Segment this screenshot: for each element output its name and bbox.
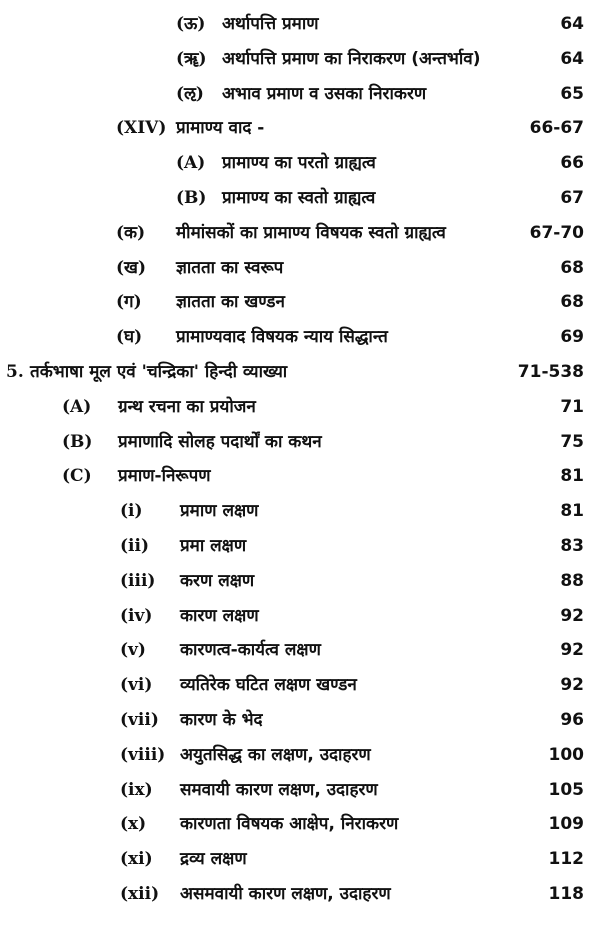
entry-title: कारण लक्षण	[180, 605, 259, 626]
toc-entry	[0, 807, 600, 841]
entry-marker: (ॠ)	[176, 48, 207, 69]
entry-marker: 5.	[6, 362, 24, 382]
entry-title: द्रव्य लक्षण	[180, 849, 247, 870]
entry-page: 66-67	[529, 118, 584, 139]
entry-title: कारणता विषयक आक्षेप, निराकरण	[180, 814, 399, 835]
entry-page: 92	[560, 605, 584, 626]
entry-page: 66	[560, 153, 584, 174]
entry-marker: (xi)	[120, 849, 153, 870]
toc-entry	[0, 633, 600, 667]
entry-title: अभाव प्रमाण व उसका निराकरण	[222, 83, 427, 104]
toc-entry	[0, 459, 600, 493]
toc-entry	[0, 703, 600, 737]
entry-marker: (ii)	[120, 536, 150, 556]
toc-entry	[0, 877, 600, 911]
entry-page: 81	[560, 466, 584, 487]
entry-title: अयुतसिद्ध का लक्षण, उदाहरण	[180, 744, 371, 765]
toc-entry	[0, 773, 600, 807]
toc-entry	[0, 42, 600, 76]
entry-page: 81	[560, 501, 584, 522]
toc-entry	[0, 599, 600, 633]
entry-title: अर्थापत्ति प्रमाण का निराकरण (अन्तर्भाव)	[222, 48, 481, 69]
entry-title: मीमांसकों का प्रामाण्य विषयक स्वतो ग्राह्यत्व	[176, 222, 446, 243]
entry-title: असमवायी कारण लक्षण, उदाहरण	[180, 884, 391, 904]
toc-entry	[0, 842, 600, 876]
entry-title: समवायी कारण लक्षण, उदाहरण	[180, 779, 378, 800]
entry-marker: (ऌ)	[176, 83, 204, 104]
entry-marker: (v)	[120, 640, 146, 661]
entry-page: 88	[560, 570, 584, 591]
entry-page: 118	[548, 884, 584, 904]
entry-page: 92	[560, 640, 584, 661]
entry-page: 92	[560, 675, 584, 696]
entry-page: 71	[560, 396, 584, 417]
entry-title: कारणत्व-कार्यत्व लक्षण	[180, 640, 321, 661]
entry-page: 100	[548, 744, 584, 765]
entry-marker: (B)	[176, 188, 207, 208]
entry-title: करण लक्षण	[180, 570, 255, 591]
toc-entry	[0, 7, 600, 41]
entry-page: 67	[560, 188, 584, 208]
entry-title: अर्थापत्ति प्रमाण	[222, 14, 319, 34]
entry-page: 96	[560, 710, 584, 730]
entry-title: प्रमाण-निरूपण	[118, 466, 211, 487]
entry-marker: (vi)	[120, 675, 153, 696]
toc-entry	[0, 111, 600, 145]
entry-page: 69	[560, 327, 584, 348]
entry-title: प्रामाण्य वाद -	[176, 118, 265, 139]
entry-page: 64	[560, 48, 584, 69]
entry-marker: (घ)	[116, 327, 143, 348]
entry-page: 105	[548, 779, 584, 800]
entry-title: प्रमाण लक्षण	[180, 501, 259, 522]
entry-title: तर्कभाषा मूल एवं 'चन्द्रिका' हिन्दी व्याख्या	[30, 362, 288, 382]
entry-marker: (A)	[62, 396, 92, 417]
toc-entry	[0, 320, 600, 354]
entry-title: प्रमाणादि सोलह पदार्थों का कथन	[118, 431, 322, 452]
entry-marker: (ऊ)	[176, 14, 206, 34]
toc-entry	[0, 668, 600, 702]
entry-marker: (i)	[120, 501, 143, 522]
entry-title: कारण के भेद	[180, 710, 263, 730]
entry-marker: (C)	[62, 466, 92, 487]
toc-entry	[0, 181, 600, 215]
toc-entry	[0, 425, 600, 459]
toc-entry	[0, 216, 600, 250]
toc-entry	[0, 355, 600, 389]
entry-title: व्यतिरेक घटित लक्षण खण्डन	[180, 675, 357, 696]
entry-marker: (क)	[116, 222, 146, 243]
entry-marker: (ग)	[116, 292, 142, 313]
toc-entry	[0, 494, 600, 528]
entry-page: 65	[560, 83, 584, 104]
entry-page: 68	[560, 257, 584, 278]
entry-title: ग्रन्थ रचना का प्रयोजन	[118, 396, 256, 417]
entry-page: 75	[560, 431, 584, 452]
entry-marker: (iii)	[120, 570, 156, 591]
toc-entry	[0, 285, 600, 319]
entry-marker: (ix)	[120, 779, 153, 800]
entry-marker: (vii)	[120, 710, 159, 730]
entry-page: 83	[560, 536, 584, 556]
entry-marker: (ख)	[116, 257, 146, 278]
toc-entry	[0, 738, 600, 772]
entry-title: प्रामाण्य का स्वतो ग्राह्यत्व	[222, 188, 376, 208]
entry-marker: (B)	[62, 431, 93, 452]
entry-title: ज्ञातता का स्वरूप	[176, 257, 284, 278]
entry-marker: (A)	[176, 153, 206, 174]
entry-marker: (XIV)	[116, 118, 167, 139]
toc-entry	[0, 564, 600, 598]
entry-title: प्रामाण्य का परतो ग्राह्यत्व	[222, 153, 376, 174]
toc-entry	[0, 390, 600, 424]
entry-marker: (xii)	[120, 884, 160, 904]
entry-page: 109	[548, 814, 584, 835]
toc-entry	[0, 77, 600, 111]
toc-entry	[0, 251, 600, 285]
entry-marker: (viii)	[120, 744, 166, 765]
entry-title: ज्ञातता का खण्डन	[176, 292, 285, 313]
entry-page: 67-70	[529, 222, 584, 243]
entry-title: प्रामाण्यवाद विषयक न्याय सिद्धान्त	[176, 327, 388, 348]
entry-page: 71-538	[517, 362, 584, 382]
entry-page: 68	[560, 292, 584, 313]
entry-title: प्रमा लक्षण	[180, 536, 247, 556]
entry-page: 112	[548, 849, 584, 870]
toc-entry	[0, 529, 600, 563]
entry-page: 64	[560, 14, 584, 34]
entry-marker: (x)	[120, 814, 147, 835]
toc-entry	[0, 146, 600, 180]
entry-marker: (iv)	[120, 605, 153, 626]
